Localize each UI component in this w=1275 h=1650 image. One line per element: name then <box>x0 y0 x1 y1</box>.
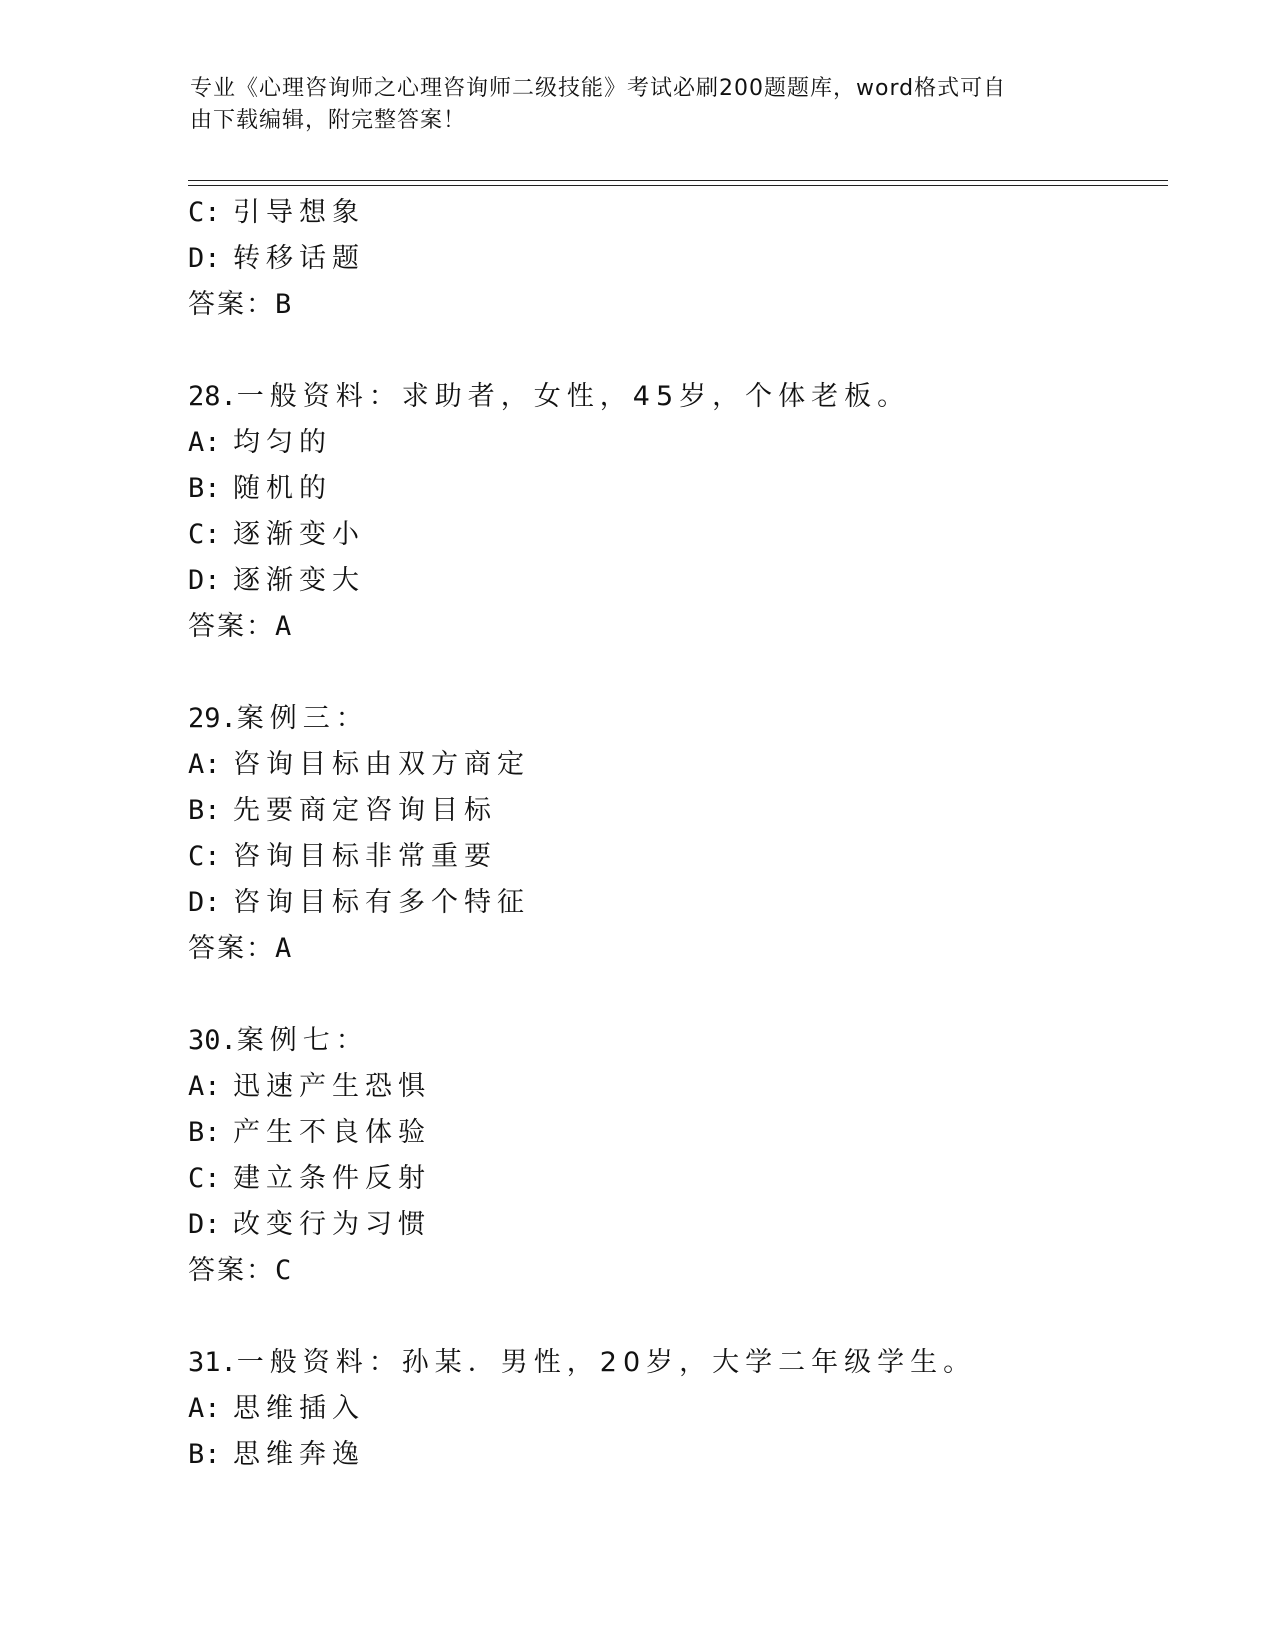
header-line-2: 由下载编辑，附完整答案！ <box>190 108 467 133</box>
option-key: C: <box>188 519 221 550</box>
option-key: B: <box>188 473 221 504</box>
question-28 <box>188 374 1168 650</box>
option-key: A: <box>188 749 221 780</box>
question-stem <box>188 374 1168 420</box>
option-c <box>188 512 1168 558</box>
option-key: D: <box>188 887 221 918</box>
option-key: A: <box>188 1393 221 1424</box>
option-b <box>188 1432 1168 1478</box>
answer-value: B <box>275 289 294 320</box>
option-text: 咨询目标由双方商定 <box>233 749 530 780</box>
option-a <box>188 742 1168 788</box>
option-a <box>188 420 1168 466</box>
partial-question <box>188 190 1168 328</box>
answer-value: A <box>275 933 294 964</box>
option-a <box>188 1386 1168 1432</box>
option-text: 迅速产生恐惧 <box>233 1071 431 1102</box>
header-divider <box>188 180 1168 186</box>
option-key: A: <box>188 1071 221 1102</box>
answer-value: C <box>275 1255 294 1286</box>
question-stem <box>188 1340 1168 1386</box>
answer-value: A <box>275 611 294 642</box>
option-b <box>188 788 1168 834</box>
question-number: 30. <box>188 1025 237 1056</box>
option-key: D: <box>188 565 221 596</box>
option-text: 咨询目标有多个特征 <box>233 887 530 918</box>
option-text: 随机的 <box>233 473 332 504</box>
option-key: D: <box>188 1209 221 1240</box>
option-key: C: <box>188 1163 221 1194</box>
option-d <box>188 236 1168 282</box>
answer-line <box>188 926 1168 972</box>
option-key: C: <box>188 197 221 228</box>
option-c <box>188 1156 1168 1202</box>
option-d <box>188 880 1168 926</box>
question-list <box>188 190 1168 1478</box>
option-text: 建立条件反射 <box>233 1163 431 1194</box>
option-text: 思维插入 <box>233 1393 365 1424</box>
option-key: C: <box>188 841 221 872</box>
option-text: 改变行为习惯 <box>233 1209 431 1240</box>
option-text: 均匀的 <box>233 427 332 458</box>
option-b <box>188 466 1168 512</box>
question-text: 案例三： <box>236 703 369 734</box>
option-text: 逐渐变大 <box>233 565 365 596</box>
header-line-1: 专业《心理咨询师之心理咨询师二级技能》考试必刷200题题库，word格式可自 <box>190 76 1007 101</box>
option-a <box>188 1064 1168 1110</box>
question-number: 31. <box>188 1347 237 1378</box>
answer-label: 答案： <box>188 933 275 964</box>
option-d <box>188 558 1168 604</box>
option-d <box>188 1202 1168 1248</box>
answer-label: 答案： <box>188 289 275 320</box>
answer-line <box>188 604 1168 650</box>
option-key: B: <box>188 795 221 826</box>
option-key: B: <box>188 1117 221 1148</box>
option-c <box>188 834 1168 880</box>
option-key: B: <box>188 1439 221 1470</box>
option-key: A: <box>188 427 221 458</box>
option-b <box>188 1110 1168 1156</box>
question-stem <box>188 696 1168 742</box>
option-text: 引导想象 <box>233 197 365 228</box>
answer-label: 答案： <box>188 611 275 642</box>
answer-line <box>188 282 1168 328</box>
question-31 <box>188 1340 1168 1478</box>
option-text: 逐渐变小 <box>233 519 365 550</box>
option-key: D: <box>188 243 221 274</box>
question-text: 一般资料：孙某．男性，20岁，大学二年级学生。 <box>236 1347 977 1378</box>
question-30 <box>188 1018 1168 1294</box>
option-text: 先要商定咨询目标 <box>233 795 497 826</box>
option-c <box>188 190 1168 236</box>
question-stem <box>188 1018 1168 1064</box>
question-text: 案例七： <box>236 1025 369 1056</box>
answer-label: 答案： <box>188 1255 275 1286</box>
document-header <box>190 73 1090 137</box>
option-text: 思维奔逸 <box>233 1439 365 1470</box>
question-text: 一般资料：求助者，女性，45岁，个体老板。 <box>236 381 911 412</box>
option-text: 转移话题 <box>233 243 365 274</box>
answer-line <box>188 1248 1168 1294</box>
question-number: 29. <box>188 703 237 734</box>
question-number: 28. <box>188 381 237 412</box>
question-29 <box>188 696 1168 972</box>
option-text: 产生不良体验 <box>233 1117 431 1148</box>
option-text: 咨询目标非常重要 <box>233 841 497 872</box>
